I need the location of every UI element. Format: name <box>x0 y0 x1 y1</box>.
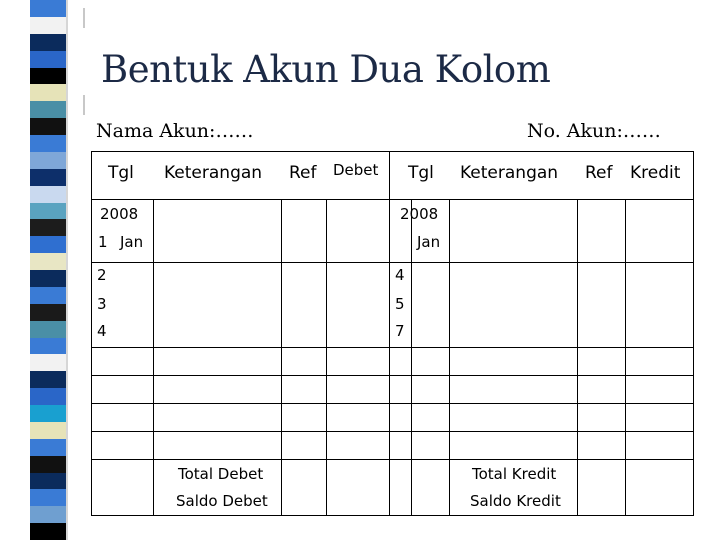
stripe-segment <box>30 354 66 371</box>
stripe-segment <box>30 219 66 236</box>
stripe-segment <box>30 68 66 85</box>
stripe-segment <box>30 523 66 540</box>
grid-line <box>411 199 412 515</box>
grid-line <box>92 199 693 200</box>
header-debit-ref: Ref <box>289 163 317 183</box>
credit-date-row: 5 <box>395 295 405 313</box>
account-name-label: Nama Akun:…… <box>96 120 254 142</box>
stripe-segment <box>30 152 66 169</box>
debit-date-row: 2 <box>97 266 107 284</box>
debit-total-label: Total Debet <box>178 465 264 483</box>
stripe-segment <box>30 17 66 34</box>
stripe-segment <box>30 338 66 355</box>
grid-line <box>92 375 693 376</box>
grid-line <box>449 199 450 515</box>
stripe-segment <box>30 34 66 51</box>
grid-line <box>92 403 693 404</box>
stripe-segment <box>30 371 66 388</box>
grid-line <box>92 262 693 263</box>
grid-line <box>577 199 578 515</box>
stripe-segment <box>30 118 66 135</box>
header-debit-amount: Debet <box>333 161 379 179</box>
grid-line <box>389 152 390 515</box>
grid-line <box>326 199 327 515</box>
page-title: Bentuk Akun Dua Kolom <box>101 48 551 91</box>
stripe-segment <box>30 101 66 118</box>
decorative-stripe <box>30 0 66 540</box>
stripe-segment <box>30 0 66 17</box>
stripe-segment <box>30 270 66 287</box>
header-credit-description: Keterangan <box>460 163 559 183</box>
frame-line-top <box>83 8 85 28</box>
frame-line-mid <box>83 95 85 115</box>
stripe-segment <box>30 51 66 68</box>
stripe-segment <box>30 236 66 253</box>
grid-line <box>92 431 693 432</box>
debit-year: 2008 <box>100 205 139 223</box>
stripe-segment <box>30 321 66 338</box>
header-debit-date: Tgl <box>108 163 134 183</box>
debit-month: Jan <box>120 233 144 251</box>
credit-year: 2008 <box>400 205 439 223</box>
grid-line <box>281 199 282 515</box>
stripe-segment <box>30 388 66 405</box>
stripe-segment <box>30 135 66 152</box>
credit-balance-label: Saldo Kredit <box>470 492 561 510</box>
stripe-segment <box>30 186 66 203</box>
grid-line <box>625 199 626 515</box>
credit-total-label: Total Kredit <box>472 465 557 483</box>
stripe-segment <box>30 422 66 439</box>
debit-date-row: 3 <box>97 295 107 313</box>
ledger-table <box>91 151 694 516</box>
stripe-segment <box>30 287 66 304</box>
grid-line <box>92 459 693 460</box>
header-credit-ref: Ref <box>585 163 613 183</box>
stripe-segment <box>30 203 66 220</box>
header-credit-amount: Kredit <box>630 163 681 183</box>
stripe-edge <box>66 0 68 540</box>
grid-line <box>92 347 693 348</box>
credit-date-row: 7 <box>395 322 405 340</box>
stripe-segment <box>30 489 66 506</box>
stripe-segment <box>30 253 66 270</box>
stripe-segment <box>30 439 66 456</box>
stripe-segment <box>30 304 66 321</box>
debit-date-row: 4 <box>97 322 107 340</box>
stripe-segment <box>30 405 66 422</box>
debit-balance-label: Saldo Debet <box>176 492 268 510</box>
stripe-segment <box>30 84 66 101</box>
account-number-label: No. Akun:…… <box>527 120 661 142</box>
stripe-segment <box>30 473 66 490</box>
credit-month: Jan <box>417 233 441 251</box>
stripe-segment <box>30 169 66 186</box>
credit-date-row: 4 <box>395 266 405 284</box>
stripe-segment <box>30 456 66 473</box>
grid-line <box>153 199 154 515</box>
header-credit-date: Tgl <box>408 163 434 183</box>
debit-day: 1 <box>98 233 108 251</box>
stripe-segment <box>30 506 66 523</box>
header-debit-description: Keterangan <box>164 163 263 183</box>
